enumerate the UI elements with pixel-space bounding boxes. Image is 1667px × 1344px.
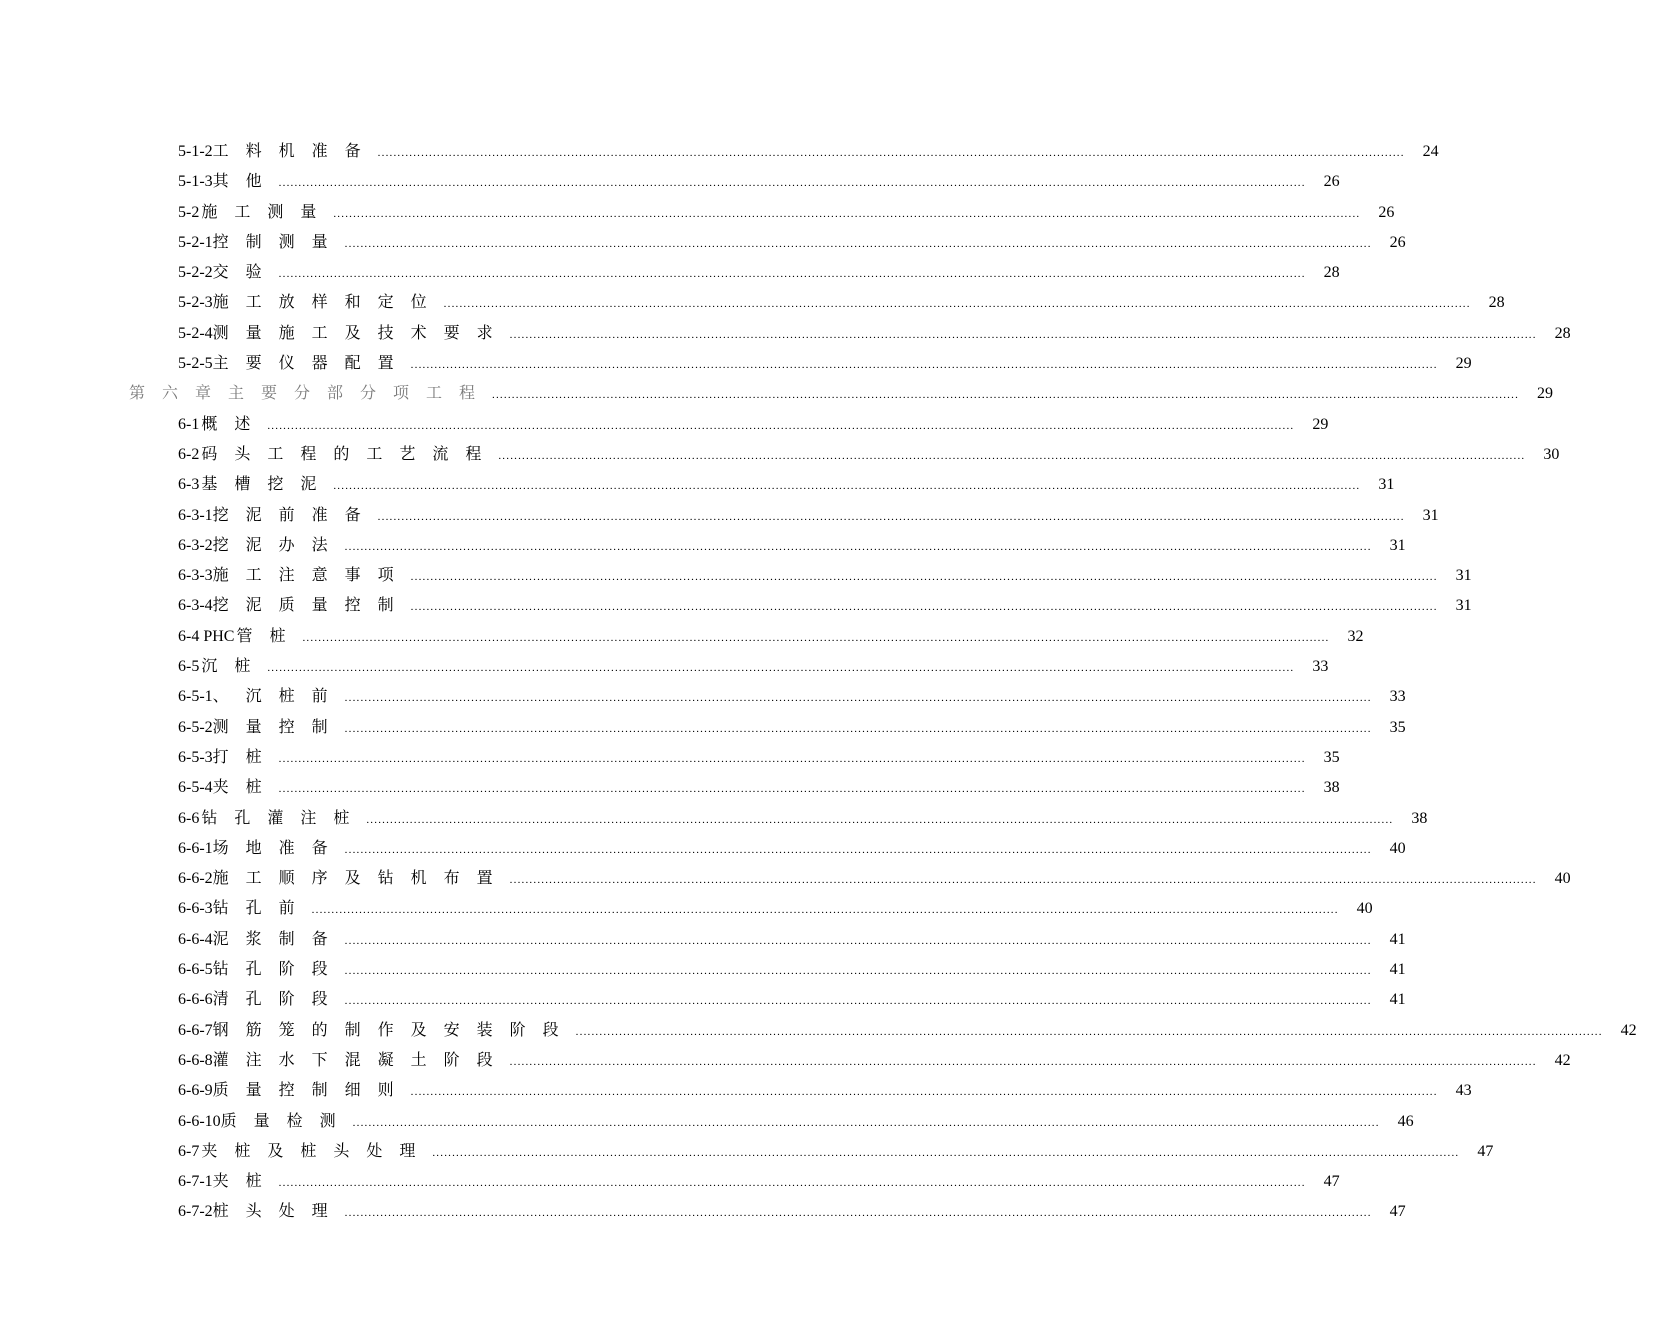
toc-entry-number: 6-6-6 <box>178 991 213 1009</box>
toc-entry-number: 6-3 <box>178 476 200 494</box>
dot-leader: .................................................................................................................................................................................................................................................................... <box>366 813 1394 826</box>
dot-leader: .................................................................................................................................................................................................................................................................... <box>377 510 1405 523</box>
toc-page-number: 41 <box>1389 961 1406 979</box>
toc-entry-title: 挖泥质量控制 <box>212 597 411 615</box>
toc-entry-title: 测量控制 <box>212 718 345 736</box>
toc-entry-title: 质量控制细则 <box>212 1082 411 1100</box>
toc-page-number: 31 <box>1378 476 1395 494</box>
dot-leader: .................................................................................................................................................................................................................................................................... <box>352 1116 1380 1129</box>
dot-leader: .................................................................................................................................................................................................................................................................... <box>333 207 1361 220</box>
toc-entry-number: 5-2 <box>178 203 200 221</box>
toc-page-number: 28 <box>1554 324 1571 342</box>
dot-leader: .................................................................................................................................................................................................................................................................... <box>344 722 1372 735</box>
toc-entry-title: 桩头处理 <box>212 1203 345 1221</box>
toc-entry-title: 管桩 <box>236 627 303 645</box>
toc-entry-title: 场地准备 <box>212 839 345 857</box>
dot-leader: .................................................................................................................................................................................................................................................................... <box>432 1146 1460 1159</box>
toc-entry-title: 其他 <box>212 173 279 191</box>
toc-page-number: 40 <box>1356 900 1373 918</box>
toc-entry-title: 质量检测 <box>220 1112 353 1130</box>
toc-entry-title: 挖泥前准备 <box>212 506 378 524</box>
toc-entry-number: 6-5-4 <box>178 779 213 797</box>
toc-entry[interactable] <box>0 470 1395 500</box>
toc-entry-title: 夹桩及桩头处理 <box>201 1142 433 1160</box>
toc-entry-number: 6-6 <box>178 809 200 827</box>
toc-page-number: 29 <box>1455 355 1472 373</box>
toc-entry-number: 第六章 <box>129 385 229 403</box>
toc-entry[interactable] <box>0 652 1329 682</box>
toc-entry-title: 测量施工及技术要求 <box>212 324 510 342</box>
dot-leader: .................................................................................................................................................................................................................................................................... <box>344 540 1372 553</box>
toc-entry-title: 控制测量 <box>212 233 345 251</box>
toc-page-number: 42 <box>1554 1051 1571 1069</box>
dot-leader: .................................................................................................................................................................................................................................................................... <box>492 389 1520 402</box>
dot-leader: .................................................................................................................................................................................................................................................................... <box>344 965 1372 978</box>
dot-leader: .................................................................................................................................................................................................................................................................... <box>278 268 1306 281</box>
toc-entry[interactable] <box>0 501 1439 531</box>
toc-entry-number: 5-2-3 <box>178 294 213 312</box>
toc-entry[interactable] <box>0 440 1560 470</box>
toc-entry[interactable] <box>0 410 1329 440</box>
dot-leader: .................................................................................................................................................................................................................................................................... <box>267 662 1295 675</box>
dot-leader: .................................................................................................................................................................................................................................................................... <box>311 904 1339 917</box>
toc-entry-number: 6-6-3 <box>178 900 213 918</box>
toc-entry-number: 6-7 <box>178 1142 200 1160</box>
toc-entry-number: 6-6-5 <box>178 961 213 979</box>
toc-entry[interactable] <box>0 137 1439 167</box>
toc-entry-title: 沉桩 <box>201 658 268 676</box>
toc-page-number: 41 <box>1389 930 1406 948</box>
toc-entry-number: 5-2-5 <box>178 355 213 373</box>
toc-entry-number: 6-3-1 <box>178 506 213 524</box>
toc-entry[interactable] <box>0 1046 1571 1076</box>
toc-entry[interactable] <box>0 864 1571 894</box>
dot-leader: .................................................................................................................................................................................................................................................................... <box>267 419 1295 432</box>
toc-entry[interactable] <box>0 531 1406 561</box>
toc-entry-title: 泥浆制备 <box>212 930 345 948</box>
toc-entry-title: 主要仪器配置 <box>212 355 411 373</box>
dot-leader: .................................................................................................................................................................................................................................................................... <box>344 995 1372 1008</box>
toc-page-number: 40 <box>1389 839 1406 857</box>
toc-entry-title: 钻孔前 <box>212 900 312 918</box>
toc-entry-title: 工料机准备 <box>212 143 378 160</box>
toc-entry-number: 5-2-1 <box>178 233 213 251</box>
toc-entry-number: 6-5-1 <box>178 688 213 706</box>
toc-entry-title: 基槽挖泥 <box>201 476 334 494</box>
toc-entry[interactable] <box>0 319 1571 349</box>
dot-leader: .................................................................................................................................................................................................................................................................... <box>344 1207 1372 1220</box>
toc-entry-number: 6-6-4 <box>178 930 213 948</box>
toc-entry-number: 5-2-4 <box>178 324 213 342</box>
toc-page-number: 24 <box>1422 143 1439 160</box>
table-of-contents <box>0 137 1637 1228</box>
toc-entry-number: 6-6-7 <box>178 1021 213 1039</box>
toc-page-number: 40 <box>1554 870 1571 888</box>
toc-entry-number: 6-6-1 <box>178 839 213 857</box>
dot-leader: .................................................................................................................................................................................................................................................................... <box>509 1055 1537 1068</box>
toc-entry-number: 6-1 <box>178 415 200 433</box>
toc-page-number: 31 <box>1455 567 1472 585</box>
toc-page-number: 47 <box>1323 1173 1340 1191</box>
toc-entry[interactable] <box>0 561 1472 591</box>
toc-entry-number: 6-6-9 <box>178 1082 213 1100</box>
toc-page-number: 29 <box>1537 385 1554 403</box>
toc-entry[interactable] <box>0 167 1340 197</box>
toc-entry-number: 5-1-2 <box>178 143 213 160</box>
toc-entry-title: 钻孔灌注桩 <box>201 809 367 827</box>
toc-entry[interactable] <box>0 591 1472 621</box>
toc-entry-title: 清孔阶段 <box>212 991 345 1009</box>
toc-page-number: 32 <box>1347 627 1364 645</box>
dot-leader: .................................................................................................................................................................................................................................................................... <box>443 298 1471 311</box>
toc-entry-number: 5-1-3 <box>178 173 213 191</box>
toc-page-number: 41 <box>1389 991 1406 1009</box>
toc-entry-number: 6-5-3 <box>178 748 213 766</box>
toc-entry[interactable] <box>0 925 1406 955</box>
toc-entry-title: 施工注意事项 <box>212 567 411 585</box>
toc-entry[interactable] <box>0 622 1364 652</box>
dot-leader: .................................................................................................................................................................................................................................................................... <box>509 874 1537 887</box>
dot-leader: .................................................................................................................................................................................................................................................................... <box>344 934 1372 947</box>
toc-page-number: 31 <box>1455 597 1472 615</box>
toc-entry-title: 施工测量 <box>201 203 334 221</box>
toc-entry-title: 夹桩 <box>212 779 279 797</box>
toc-entry-number: 6-4 PHC <box>178 627 235 645</box>
toc-entry-number: 6-6-10 <box>178 1112 221 1130</box>
toc-page-number: 35 <box>1389 718 1406 736</box>
toc-entry-number: 6-7-1 <box>178 1173 213 1191</box>
toc-page-number: 38 <box>1411 809 1428 827</box>
toc-page-number: 43 <box>1455 1082 1472 1100</box>
dot-leader: .................................................................................................................................................................................................................................................................... <box>410 571 1438 584</box>
toc-entry-number: 6-3-3 <box>178 567 213 585</box>
toc-entry-title: 钢筋笼的制作及安装阶段 <box>212 1021 576 1039</box>
toc-entry-number: 6-5 <box>178 658 200 676</box>
dot-leader: .................................................................................................................................................................................................................................................................... <box>498 449 1526 462</box>
dot-leader: .................................................................................................................................................................................................................................................................... <box>344 692 1372 705</box>
dot-leader: .................................................................................................................................................................................................................................................................... <box>302 631 1330 644</box>
toc-entry[interactable] <box>0 349 1472 379</box>
toc-page-number: 47 <box>1477 1142 1494 1160</box>
dot-leader: .................................................................................................................................................................................................................................................................... <box>377 147 1405 159</box>
toc-page-number: 42 <box>1620 1021 1637 1039</box>
toc-page-number: 28 <box>1323 264 1340 282</box>
toc-entry-number: 6-2 <box>178 445 200 463</box>
dot-leader: .................................................................................................................................................................................................................................................................... <box>344 237 1372 250</box>
toc-entry-number: 6-7-2 <box>178 1203 213 1221</box>
toc-page-number: 33 <box>1312 658 1329 676</box>
toc-entry-number: 6-6-2 <box>178 870 213 888</box>
toc-entry[interactable] <box>0 1107 1414 1137</box>
toc-entry[interactable] <box>0 955 1406 985</box>
dot-leader: .................................................................................................................................................................................................................................................................... <box>278 752 1306 765</box>
dot-leader: .................................................................................................................................................................................................................................................................... <box>575 1025 1603 1038</box>
toc-entry-title: 打桩 <box>212 748 279 766</box>
toc-entry-number: 6-6-8 <box>178 1051 213 1069</box>
toc-entry-number: 6-5-2 <box>178 718 213 736</box>
toc-entry-title: 码头工程的工艺流程 <box>201 445 499 463</box>
toc-entry-number: 5-2-2 <box>178 264 213 282</box>
toc-entry[interactable] <box>0 1016 1637 1046</box>
toc-page-number: 35 <box>1323 748 1340 766</box>
toc-page-number: 26 <box>1389 233 1406 251</box>
dot-leader: .................................................................................................................................................................................................................................................................... <box>410 1086 1438 1099</box>
toc-page-number: 31 <box>1422 506 1439 524</box>
toc-page-number: 26 <box>1323 173 1340 191</box>
toc-entry[interactable] <box>0 1137 1494 1167</box>
toc-page-number: 38 <box>1323 779 1340 797</box>
dot-leader: .................................................................................................................................................................................................................................................................... <box>278 783 1306 796</box>
toc-page-number: 31 <box>1389 536 1406 554</box>
toc-entry-title: 夹桩 <box>212 1173 279 1191</box>
toc-entry-title: 灌注水下混凝土阶段 <box>212 1051 510 1069</box>
toc-entry-title: 钻孔阶段 <box>212 961 345 979</box>
dot-leader: .................................................................................................................................................................................................................................................................... <box>278 177 1306 190</box>
toc-entry[interactable] <box>0 1076 1472 1106</box>
toc-entry[interactable] <box>0 834 1406 864</box>
toc-entry[interactable] <box>0 713 1406 743</box>
toc-entry[interactable] <box>0 985 1406 1015</box>
toc-entry[interactable] <box>0 288 1505 318</box>
toc-entry-title: 挖泥办法 <box>212 536 345 554</box>
toc-entry[interactable] <box>0 1167 1340 1197</box>
dot-leader: .................................................................................................................................................................................................................................................................... <box>509 328 1537 341</box>
toc-entry-title: 施工顺序及钻机布置 <box>212 870 510 888</box>
toc-entry[interactable] <box>0 804 1428 834</box>
toc-entry[interactable] <box>0 1197 1406 1227</box>
toc-entry-number: 6-3-2 <box>178 536 213 554</box>
dot-leader: .................................................................................................................................................................................................................................................................... <box>278 1177 1306 1190</box>
dot-leader: .................................................................................................................................................................................................................................................................... <box>410 601 1438 614</box>
toc-page-number: 29 <box>1312 415 1329 433</box>
toc-entry-number: 6-3-4 <box>178 597 213 615</box>
toc-page-number: 26 <box>1378 203 1395 221</box>
toc-page-number: 30 <box>1543 445 1560 463</box>
toc-entry[interactable] <box>0 743 1340 773</box>
toc-entry[interactable] <box>0 894 1373 924</box>
toc-page-number: 47 <box>1389 1203 1406 1221</box>
toc-entry[interactable] <box>0 682 1406 712</box>
toc-entry-title: 施工放样和定位 <box>212 294 444 312</box>
toc-page-number: 33 <box>1389 688 1406 706</box>
toc-entry-title: 、沉桩前 <box>212 688 345 706</box>
toc-page-number: 46 <box>1397 1112 1414 1130</box>
toc-entry[interactable] <box>0 198 1395 228</box>
toc-entry-title: 概述 <box>201 415 268 433</box>
toc-page-number: 28 <box>1488 294 1505 312</box>
toc-entry-title: 主要分部分项工程 <box>228 385 493 403</box>
dot-leader: .................................................................................................................................................................................................................................................................... <box>344 843 1372 856</box>
dot-leader: .................................................................................................................................................................................................................................................................... <box>410 359 1438 372</box>
toc-chapter-entry[interactable] <box>0 379 1554 409</box>
toc-entry[interactable] <box>0 773 1340 803</box>
toc-entry-title: 交验 <box>212 264 279 282</box>
toc-entry[interactable] <box>0 258 1340 288</box>
toc-entry[interactable] <box>0 228 1406 258</box>
dot-leader: .................................................................................................................................................................................................................................................................... <box>333 480 1361 493</box>
